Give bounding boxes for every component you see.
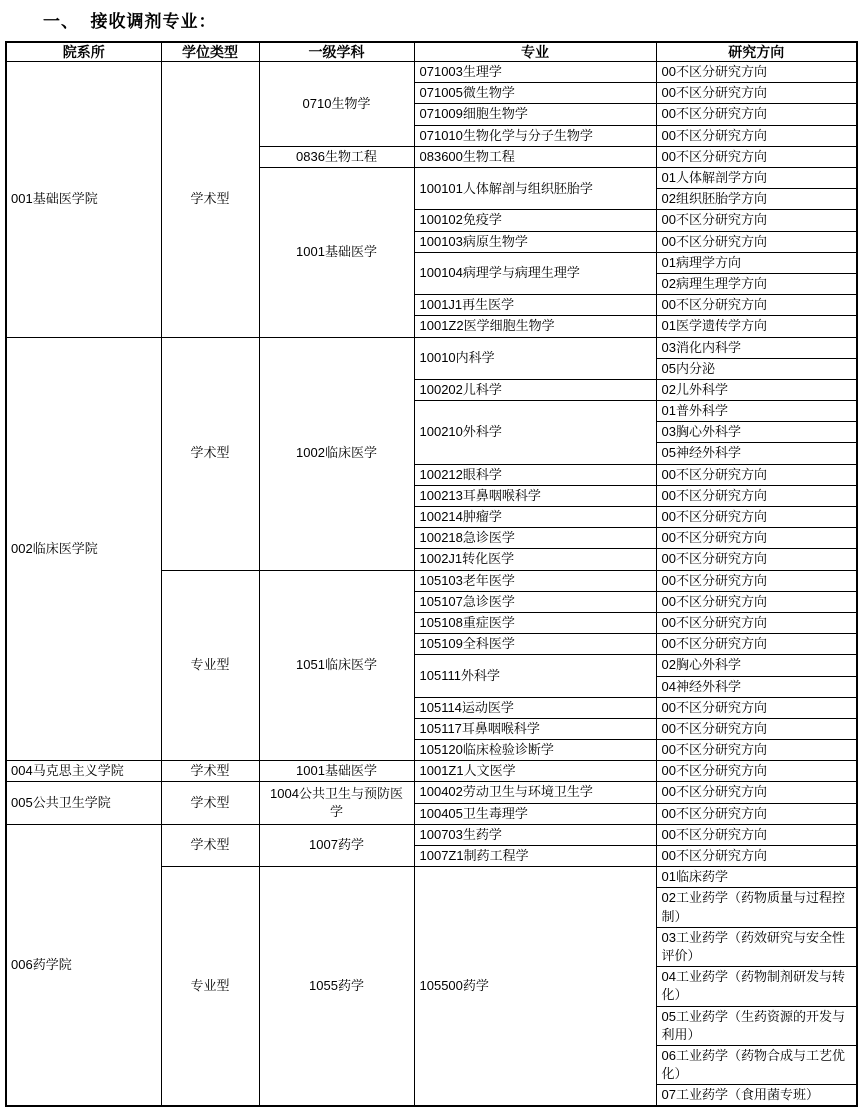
major-cell: 1002J1转化医学 <box>414 549 656 570</box>
major-cell: 083600生物工程 <box>414 146 656 167</box>
major-cell: 100212眼科学 <box>414 464 656 485</box>
major-cell: 100101人体解剖与组织胚胎学 <box>414 168 656 210</box>
dir-cell: 00不区分研究方向 <box>656 83 857 104</box>
dir-cell: 00不区分研究方向 <box>656 549 857 570</box>
dir-cell: 00不区分研究方向 <box>656 528 857 549</box>
table-body <box>6 62 857 1107</box>
degree-cell: 学术型 <box>161 62 259 337</box>
degree-cell: 专业型 <box>161 867 259 1107</box>
major-cell: 105114运动医学 <box>414 697 656 718</box>
dir-cell: 00不区分研究方向 <box>656 634 857 655</box>
degree-cell: 专业型 <box>161 570 259 761</box>
table-row <box>6 761 857 782</box>
dir-cell: 06工业药学（药物合成与工艺优化） <box>656 1045 857 1084</box>
table-header-row <box>6 42 857 62</box>
dir-cell: 00不区分研究方向 <box>656 824 857 845</box>
column-header: 专业 <box>414 42 656 62</box>
major-cell: 100210外科学 <box>414 401 656 465</box>
column-header: 院系所 <box>6 42 161 62</box>
table-row <box>6 337 857 358</box>
major-cell: 100405卫生毒理学 <box>414 803 656 824</box>
dir-cell: 02儿外科学 <box>656 379 857 400</box>
dir-cell: 01病理学方向 <box>656 252 857 273</box>
major-cell: 071005微生物学 <box>414 83 656 104</box>
column-header: 研究方向 <box>656 42 857 62</box>
disc-cell: 1004公共卫生与预防医学 <box>259 782 414 824</box>
dir-cell: 00不区分研究方向 <box>656 697 857 718</box>
degree-cell: 学术型 <box>161 761 259 782</box>
major-cell: 071003生理学 <box>414 62 656 83</box>
major-cell: 100102免疫学 <box>414 210 656 231</box>
dir-cell: 00不区分研究方向 <box>656 104 857 125</box>
major-cell: 1001Z1人文医学 <box>414 761 656 782</box>
major-cell: 1001J1再生医学 <box>414 295 656 316</box>
dir-cell: 04神经外科学 <box>656 676 857 697</box>
dir-cell: 00不区分研究方向 <box>656 570 857 591</box>
table-row <box>6 62 857 83</box>
major-cell: 10010内科学 <box>414 337 656 379</box>
major-cell: 105111外科学 <box>414 655 656 697</box>
major-cell: 071010生物化学与分子生物学 <box>414 125 656 146</box>
degree-cell: 学术型 <box>161 782 259 824</box>
disc-cell: 1007药学 <box>259 824 414 866</box>
dept-cell: 005公共卫生学院 <box>6 782 161 824</box>
page-title: 一、 接收调剂专业： <box>43 12 217 31</box>
dept-cell: 001基础医学院 <box>6 62 161 337</box>
dir-cell: 00不区分研究方向 <box>656 761 857 782</box>
dir-cell: 07工业药学（食用菌专班） <box>656 1085 857 1107</box>
major-cell: 100213耳鼻咽喉科学 <box>414 485 656 506</box>
disc-cell: 1055药学 <box>259 867 414 1107</box>
dir-cell: 00不区分研究方向 <box>656 740 857 761</box>
dept-cell: 002临床医学院 <box>6 337 161 761</box>
major-cell: 1007Z1制药工程学 <box>414 846 656 867</box>
dir-cell: 02工业药学（药物质量与过程控制） <box>656 888 857 927</box>
column-header: 学位类型 <box>161 42 259 62</box>
dir-cell: 00不区分研究方向 <box>656 231 857 252</box>
disc-cell: 0710生物学 <box>259 62 414 147</box>
dir-cell: 00不区分研究方向 <box>656 62 857 83</box>
major-cell: 105107急诊医学 <box>414 591 656 612</box>
disc-cell: 1051临床医学 <box>259 570 414 761</box>
dir-cell: 00不区分研究方向 <box>656 295 857 316</box>
major-cell: 100218急诊医学 <box>414 528 656 549</box>
dir-cell: 00不区分研究方向 <box>656 591 857 612</box>
dir-cell: 02病理生理学方向 <box>656 273 857 294</box>
major-cell: 071009细胞生物学 <box>414 104 656 125</box>
major-cell: 100703生药学 <box>414 824 656 845</box>
degree-cell: 学术型 <box>161 337 259 570</box>
major-cell: 105108重症医学 <box>414 612 656 633</box>
dir-cell: 00不区分研究方向 <box>656 718 857 739</box>
dir-cell: 05神经外科学 <box>656 443 857 464</box>
disc-cell: 1001基础医学 <box>259 761 414 782</box>
table-head <box>6 42 857 62</box>
dir-cell: 03消化内科学 <box>656 337 857 358</box>
dir-cell: 00不区分研究方向 <box>656 846 857 867</box>
dir-cell: 01普外科学 <box>656 401 857 422</box>
major-cell: 1001Z2医学细胞生物学 <box>414 316 656 337</box>
major-cell: 100104病理学与病理生理学 <box>414 252 656 294</box>
dir-cell: 03工业药学（药效研究与安全性评价） <box>656 927 857 966</box>
dir-cell: 03胸心外科学 <box>656 422 857 443</box>
dir-cell: 00不区分研究方向 <box>656 782 857 803</box>
dir-cell: 01临床药学 <box>656 867 857 888</box>
table-row <box>6 782 857 803</box>
adjustment-majors-table <box>5 41 858 1107</box>
major-cell: 100214肿瘤学 <box>414 507 656 528</box>
dept-cell: 004马克思主义学院 <box>6 761 161 782</box>
dir-cell: 02胸心外科学 <box>656 655 857 676</box>
dir-cell: 00不区分研究方向 <box>656 803 857 824</box>
dir-cell: 01人体解剖学方向 <box>656 168 857 189</box>
dir-cell: 01医学遗传学方向 <box>656 316 857 337</box>
column-header: 一级学科 <box>259 42 414 62</box>
dept-cell: 006药学院 <box>6 824 161 1106</box>
major-cell: 105117耳鼻咽喉科学 <box>414 718 656 739</box>
disc-cell: 0836生物工程 <box>259 146 414 167</box>
major-cell: 105103老年医学 <box>414 570 656 591</box>
dir-cell: 00不区分研究方向 <box>656 210 857 231</box>
dir-cell: 05工业药学（生药资源的开发与利用） <box>656 1006 857 1045</box>
major-cell: 100103病原生物学 <box>414 231 656 252</box>
dir-cell: 00不区分研究方向 <box>656 612 857 633</box>
disc-cell: 1002临床医学 <box>259 337 414 570</box>
dir-cell: 04工业药学（药物制剂研发与转化） <box>656 967 857 1006</box>
major-cell: 100402劳动卫生与环境卫生学 <box>414 782 656 803</box>
dir-cell: 05内分泌 <box>656 358 857 379</box>
dir-cell: 00不区分研究方向 <box>656 485 857 506</box>
major-cell: 105500药学 <box>414 867 656 1107</box>
major-cell: 105109全科医学 <box>414 634 656 655</box>
table-row <box>6 824 857 845</box>
dir-cell: 00不区分研究方向 <box>656 146 857 167</box>
disc-cell: 1001基础医学 <box>259 168 414 338</box>
dir-cell: 00不区分研究方向 <box>656 464 857 485</box>
dir-cell: 02组织胚胎学方向 <box>656 189 857 210</box>
degree-cell: 学术型 <box>161 824 259 866</box>
dir-cell: 00不区分研究方向 <box>656 507 857 528</box>
dir-cell: 00不区分研究方向 <box>656 125 857 146</box>
major-cell: 100202儿科学 <box>414 379 656 400</box>
major-cell: 105120临床检验诊断学 <box>414 740 656 761</box>
